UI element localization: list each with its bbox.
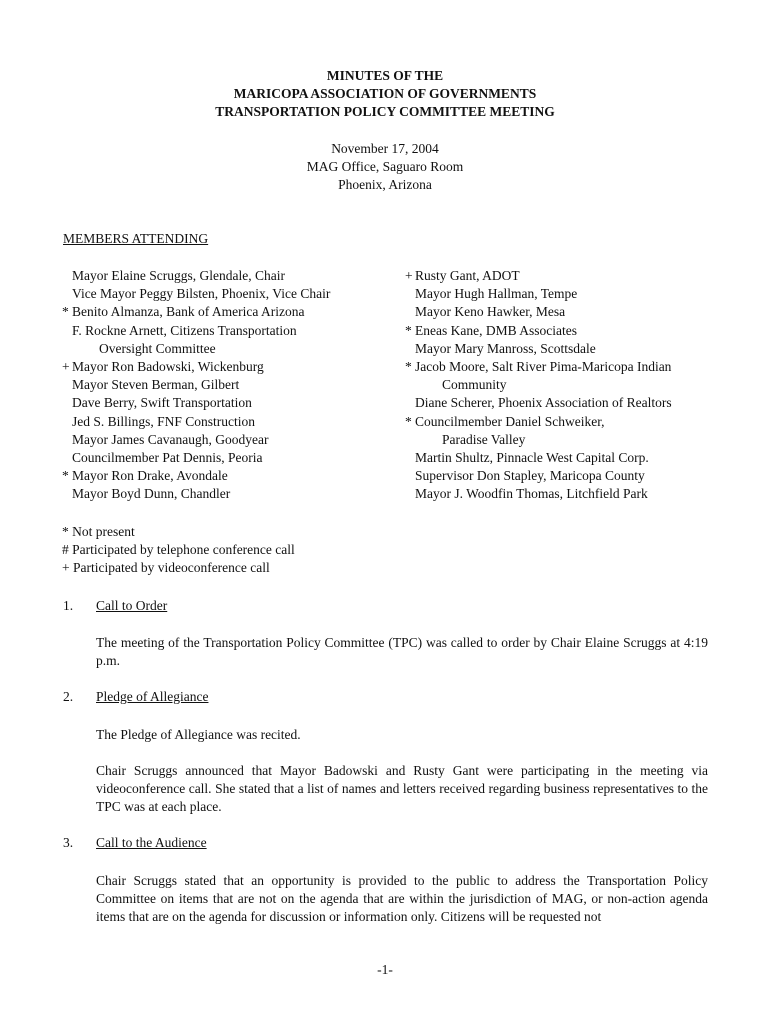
member-name: Oversight Committee xyxy=(99,340,216,356)
item-paragraph: Chair Scruggs stated that an opportunity is provided to the public to address the Transportation Policy Committee on items that are not on the agenda that are within the jurisdiction of MAG, or non-action agenda items that are on the agenda for discussion or information only. Citizens will be requested not xyxy=(96,873,708,925)
member-name: Martin Shultz, Pinnacle West Capital Corp. xyxy=(415,449,649,465)
member-entry xyxy=(405,431,735,449)
page-number: -1- xyxy=(377,962,393,977)
title-line: TRANSPORTATION POLICY COMMITTEE MEETING xyxy=(215,104,555,119)
member-name: Mayor Mary Manross, Scottsdale xyxy=(415,340,596,356)
members-left-column xyxy=(62,267,392,503)
member-name: Dave Berry, Swift Transportation xyxy=(72,395,252,411)
meeting-info xyxy=(0,140,770,194)
item-paragraph: Chair Scruggs announced that Mayor Badowski and Rusty Gant were participating in the meeting via videoconference call. She stated that a list of names and letters received regarding business representatives to the TPC was at each place. xyxy=(96,763,708,815)
member-name: Mayor J. Woodfin Thomas, Litchfield Park xyxy=(415,486,648,502)
meeting-location: MAG Office, Saguaro Room xyxy=(306,159,464,174)
legend-not-present: * Not present xyxy=(62,524,135,539)
member-entry xyxy=(405,394,735,412)
member-entry xyxy=(405,413,735,431)
member-entry xyxy=(405,449,735,467)
member-name: Benito Almanza, Bank of America Arizona xyxy=(72,304,305,320)
item-number: 2. xyxy=(63,689,74,704)
member-name: Community xyxy=(442,377,507,393)
member-entry xyxy=(405,267,735,285)
item-heading-pledge: Pledge of Allegiance xyxy=(96,689,209,704)
attendance-mark: * xyxy=(62,304,69,320)
meeting-date: November 17, 2004 xyxy=(331,141,439,156)
attendance-mark: + xyxy=(405,268,413,283)
member-entry xyxy=(62,431,392,449)
item-paragraph: The meeting of the Transportation Policy Committee (TPC) was called to order by Chair Elaine Scruggs at 4:19 p.m. xyxy=(96,635,708,669)
member-name: Mayor Hugh Hallman, Tempe xyxy=(415,286,578,302)
member-name: Mayor Boyd Dunn, Chandler xyxy=(72,486,231,502)
member-entry xyxy=(62,376,392,394)
member-name: Mayor Steven Berman, Gilbert xyxy=(72,377,240,393)
member-entry xyxy=(62,413,392,431)
member-entry xyxy=(405,467,735,485)
member-entry xyxy=(62,267,392,285)
item-number: 3. xyxy=(63,835,74,850)
member-name: Paradise Valley xyxy=(442,431,526,447)
member-entry xyxy=(62,285,392,303)
title-line: MARICOPA ASSOCIATION OF GOVERNMENTS xyxy=(233,86,537,101)
members-right-column xyxy=(405,267,735,503)
item-paragraph: The Pledge of Allegiance was recited. xyxy=(96,727,301,742)
member-name: Diane Scherer, Phoenix Association of Realtors xyxy=(415,395,672,411)
member-name: Councilmember Pat Dennis, Peoria xyxy=(72,449,263,465)
attendance-mark: * xyxy=(405,322,412,338)
member-name: Rusty Gant, ADOT xyxy=(415,268,520,283)
member-entry xyxy=(405,358,735,376)
member-entry xyxy=(405,485,735,503)
member-entry xyxy=(62,394,392,412)
member-entry xyxy=(405,322,735,340)
meeting-city: Phoenix, Arizona xyxy=(338,177,432,192)
member-name: F. Rockne Arnett, Citizens Transportation xyxy=(72,322,297,338)
member-name: Jed S. Billings, FNF Construction xyxy=(72,413,256,429)
member-name: Vice Mayor Peggy Bilsten, Phoenix, Vice Chair xyxy=(72,286,331,302)
attendance-mark: * xyxy=(405,413,412,429)
member-entry xyxy=(405,285,735,303)
member-name: Mayor James Cavanaugh, Goodyear xyxy=(72,431,269,447)
member-entry xyxy=(405,340,735,358)
member-entry xyxy=(405,303,735,321)
member-entry xyxy=(62,467,392,485)
attendance-mark: * xyxy=(405,358,412,374)
legend-telephone: # Participated by telephone conference call xyxy=(62,542,295,558)
legend-videoconference: + Participated by videoconference call xyxy=(62,560,270,576)
member-entry xyxy=(62,303,392,321)
member-name: Councilmember Daniel Schweiker, xyxy=(415,413,605,429)
document-title xyxy=(0,67,770,121)
member-name: Mayor Ron Drake, Avondale xyxy=(72,468,228,484)
attendance-mark: + xyxy=(62,358,70,374)
members-attending-heading: MEMBERS ATTENDING xyxy=(63,231,209,246)
member-entry xyxy=(62,485,392,503)
member-entry xyxy=(405,376,735,394)
member-entry xyxy=(62,340,392,358)
member-name: Jacob Moore, Salt River Pima-Maricopa Indian xyxy=(415,358,672,374)
member-name: Mayor Ron Badowski, Wickenburg xyxy=(72,358,264,374)
member-entry xyxy=(62,322,392,340)
member-name: Mayor Elaine Scruggs, Glendale, Chair xyxy=(72,268,285,283)
item-number: 1. xyxy=(63,598,74,613)
item-heading-call-to-audience: Call to the Audience xyxy=(96,835,207,850)
item-heading-call-to-order: Call to Order xyxy=(96,598,168,613)
member-name: Supervisor Don Stapley, Maricopa County xyxy=(415,468,645,484)
attendance-legend xyxy=(62,523,295,578)
member-entry xyxy=(62,449,392,467)
title-line: MINUTES OF THE xyxy=(326,68,444,83)
attendance-mark: * xyxy=(62,468,69,484)
member-name: Mayor Keno Hawker, Mesa xyxy=(415,304,566,320)
member-name: Eneas Kane, DMB Associates xyxy=(415,322,577,338)
member-entry xyxy=(62,358,392,376)
